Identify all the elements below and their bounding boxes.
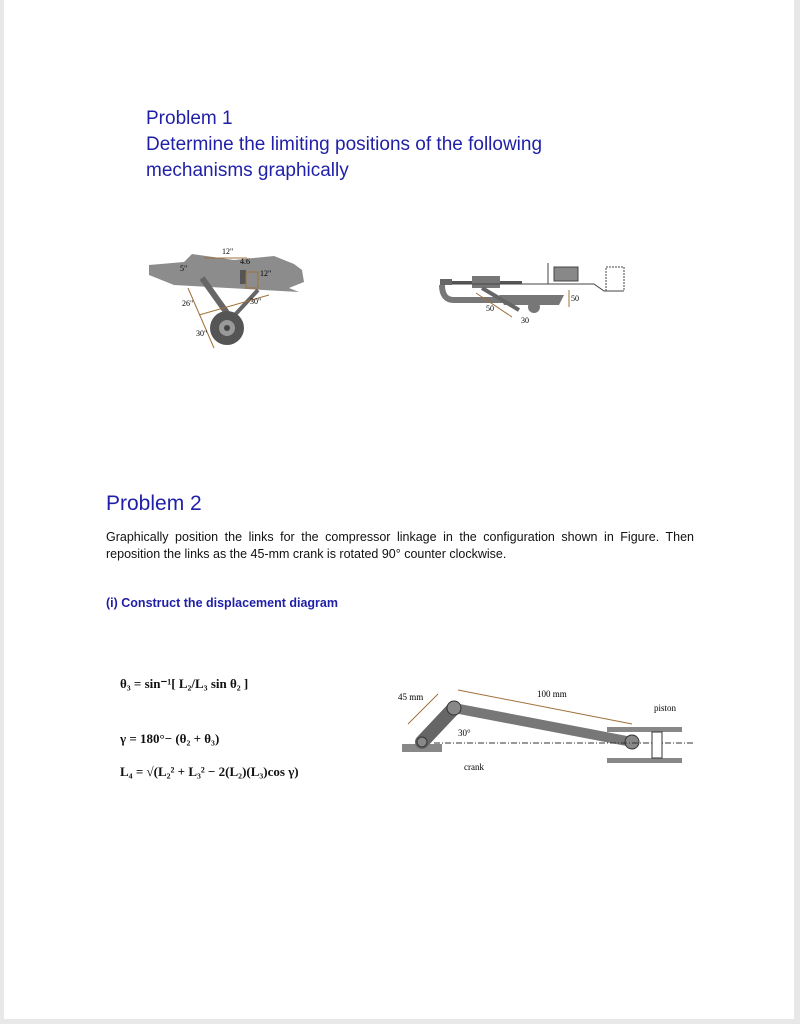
document-page xyxy=(4,0,794,1019)
label-30in: 30" xyxy=(250,297,262,306)
equation-L4: L₄ = √(L₂² + L₃² − 2(L₂)(L₃)cos γ) xyxy=(120,764,299,779)
label-30in-b: 30" xyxy=(196,329,208,338)
mechanism-figure xyxy=(424,255,644,335)
problem2-subtask: (i) Construct the displacement diagram xyxy=(106,596,338,610)
problem1-title: Problem 1 xyxy=(146,108,233,129)
equation-theta3: θ₃ = sin⁻¹[ L₂/L₃ sin θ₂ ] xyxy=(120,676,249,691)
label-12in-b: 12" xyxy=(260,269,272,278)
label-50-b: 50 xyxy=(571,294,579,303)
rod-length-label: 100 mm xyxy=(537,689,567,699)
crank-label: crank xyxy=(464,762,484,772)
label-4-6: 4.6 xyxy=(240,257,250,266)
label-30: 30 xyxy=(521,316,529,325)
compressor-linkage-figure xyxy=(394,680,704,780)
label-26in: 26" xyxy=(182,299,194,308)
problem2-title: Problem 2 xyxy=(106,492,202,515)
problem1-line1: Determine the limiting positions of the following xyxy=(146,134,543,155)
landing-gear-figure xyxy=(144,240,324,370)
piston-label: piston xyxy=(654,703,677,713)
equation-gamma: γ = 180°− (θ₂ + θ₃) xyxy=(120,731,220,746)
problem1-line2: mechanisms graphically xyxy=(146,160,349,181)
crank-length-label: 45 mm xyxy=(398,692,424,702)
problem2-text: Graphically position the links for the compressor linkage in the configuration shown in Figure. Then reposition the links as the 45-mm crank is rotated 90° counter clockwise. xyxy=(106,530,694,561)
label-12in: 12" xyxy=(222,247,234,256)
angle-label: 30° xyxy=(458,728,471,738)
label-50: 50 xyxy=(486,304,494,313)
label-5in: 5" xyxy=(180,264,188,273)
